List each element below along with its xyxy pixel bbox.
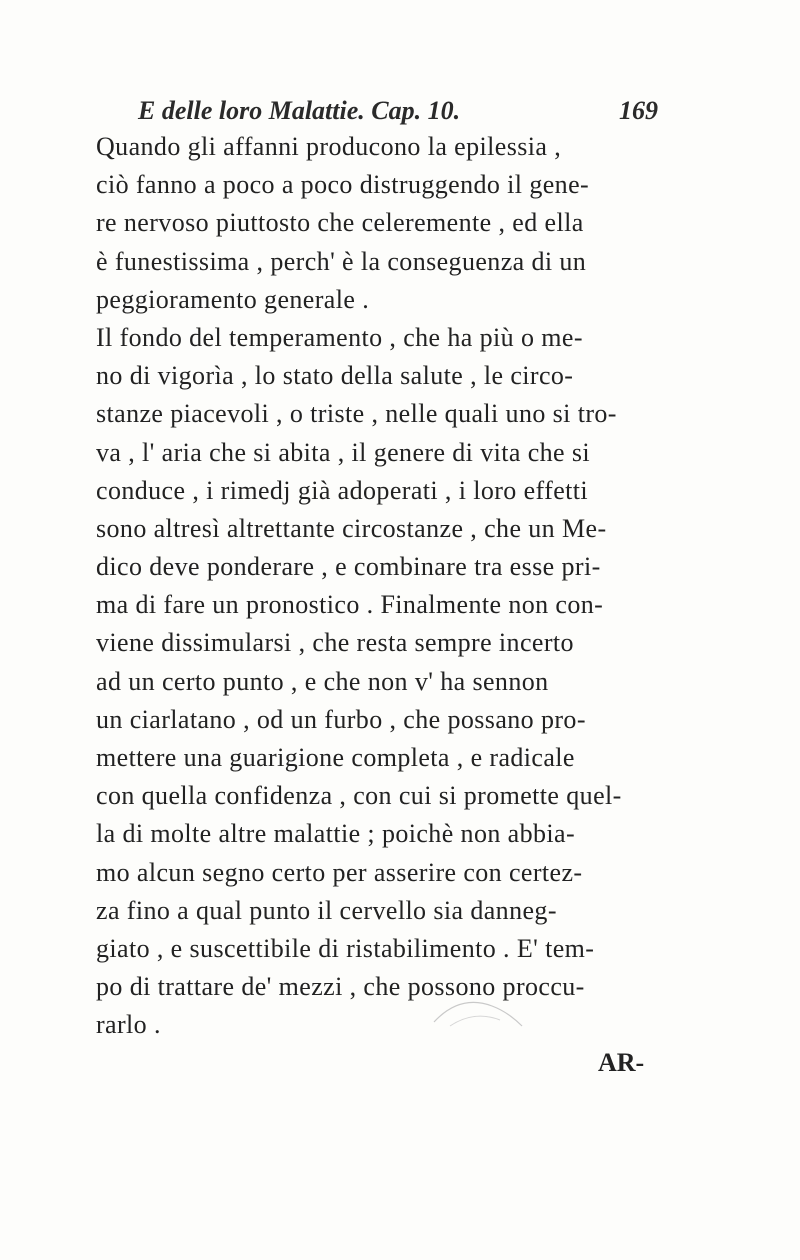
page-number: 169 xyxy=(619,96,658,125)
text-line: dico deve ponderare , e combinare tra esse pri- xyxy=(96,552,601,582)
ink-smudge xyxy=(430,986,540,1036)
text-line: è funestissima , perch' è la conseguenza di un xyxy=(96,246,587,276)
text-line: mo alcun segno certo per asserire con certez- xyxy=(96,857,583,887)
text-line: po di trattare de' mezzi , che possono proccu- xyxy=(96,972,585,1002)
text-line: ciò fanno a poco a poco distruggendo il gene- xyxy=(96,170,590,200)
running-head xyxy=(138,96,658,132)
running-head-title: E delle loro Malattie. Cap. 10. xyxy=(138,96,461,125)
text-line: giato , e suscettibile di ristabilimento . E' tem- xyxy=(96,933,595,963)
text-line: no di vigorìa , lo stato della salute , le circo- xyxy=(96,361,574,391)
text-line: sono altresì altrettante circostanze , che un Me- xyxy=(96,513,607,543)
text-line: ma di fare un pronostico . Finalmente non con- xyxy=(96,590,604,620)
text-line: viene dissimularsi , che resta sempre incerto xyxy=(96,628,574,658)
text-line: stanze piacevoli , o triste , nelle quali uno si tro- xyxy=(96,399,617,429)
text-line: mettere una guarigione completa , e radicale xyxy=(96,743,575,772)
text-line: Quando gli affanni producono la epilessia , xyxy=(96,132,562,161)
text-line: Il fondo del temperamento , che ha più o me- xyxy=(96,322,583,352)
text-line: un ciarlatano , od un furbo , che possano pro- xyxy=(96,704,586,734)
text-line: ad un certo punto , e che non v' ha sennon xyxy=(96,666,549,696)
text-line: con quella confidenza , con cui si promette quel- xyxy=(96,781,622,811)
text-line: conduce , i rimedj già adoperati , i loro effetti xyxy=(96,475,589,505)
catchword: AR- xyxy=(598,1048,645,1077)
text-line: va , l' aria che si abita , il genere di vita che si xyxy=(96,437,591,467)
text-line: re nervoso piuttosto che celeremente , ed ella xyxy=(96,208,584,238)
body-text xyxy=(96,128,696,1045)
text-line: peggioramento generale . xyxy=(96,284,370,314)
text-line: za fino a qual punto il cervello sia danneg- xyxy=(96,895,557,925)
text-line: la di molte altre malattie ; poichè non abbia- xyxy=(96,819,576,849)
text-line: rarlo . xyxy=(96,1010,161,1040)
